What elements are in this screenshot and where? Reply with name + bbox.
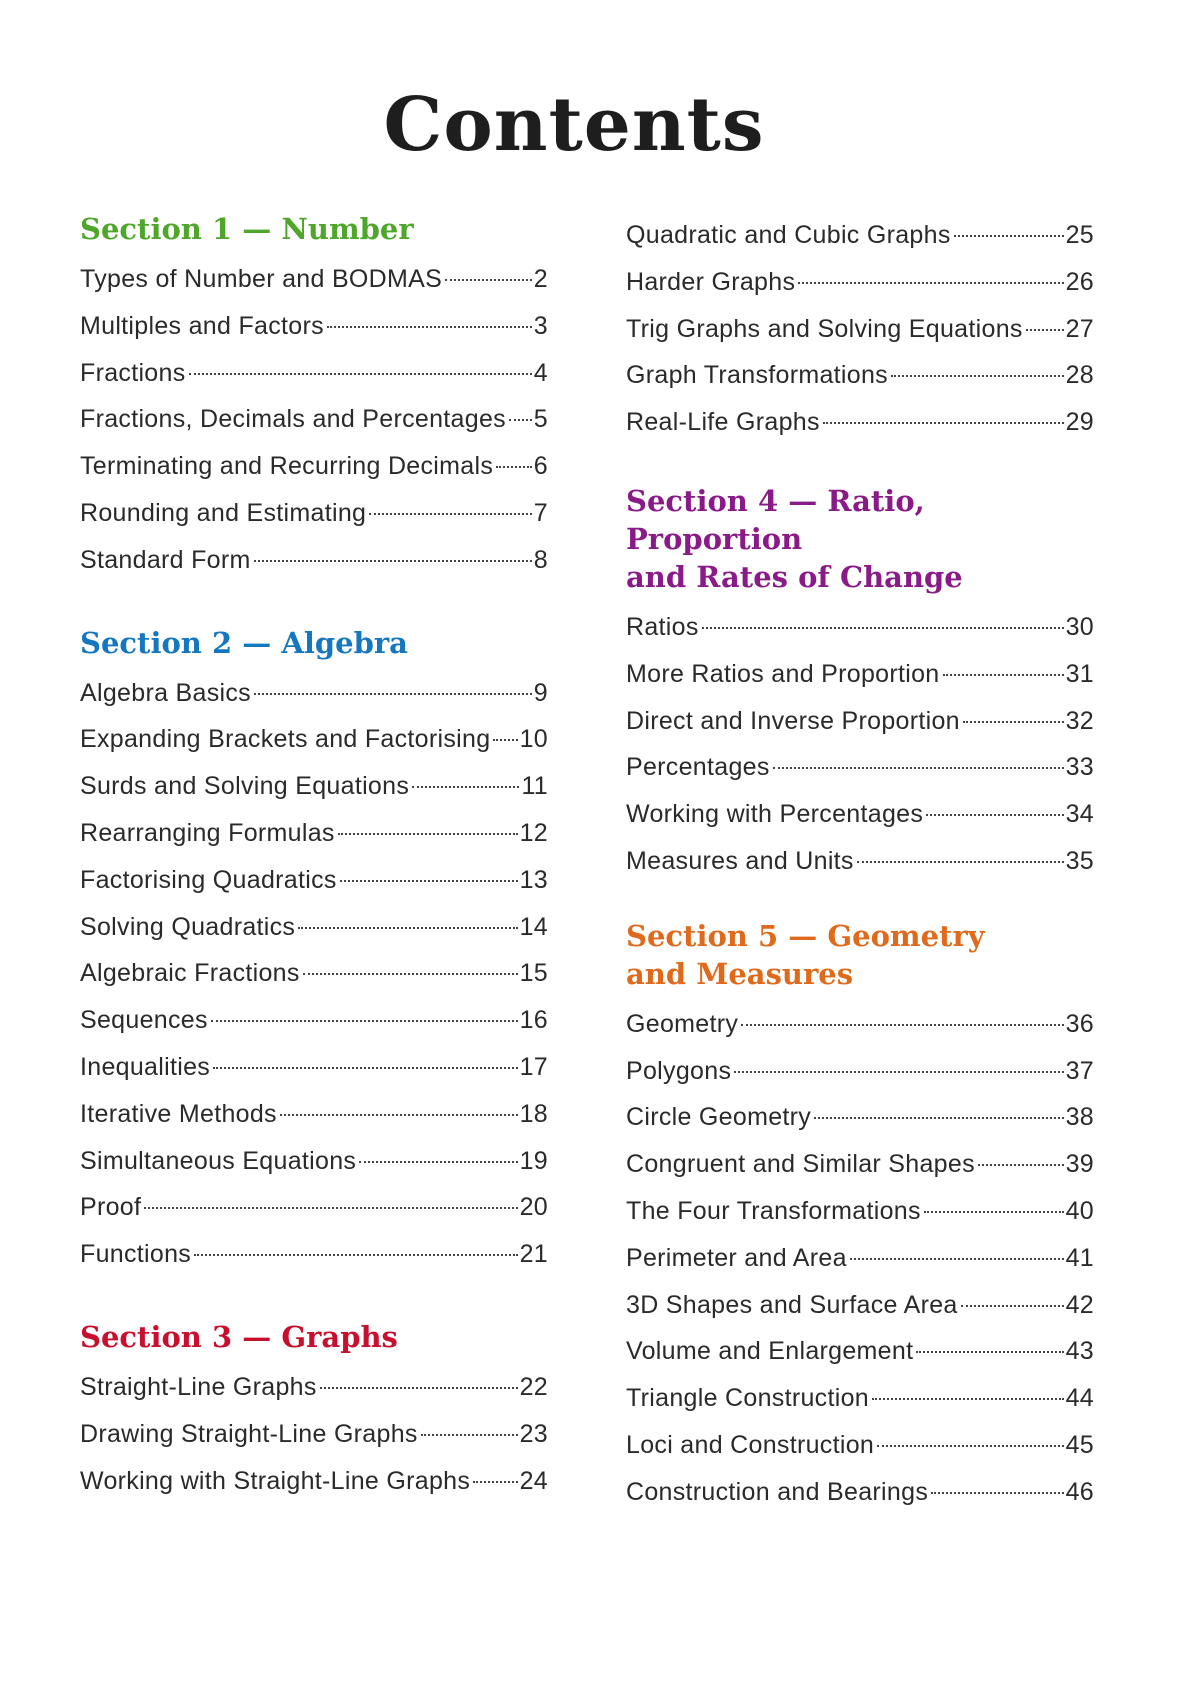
dot-leader [213,1067,518,1069]
toc-entry [626,1282,1094,1329]
entry-title: Iterative Methods [80,1099,277,1128]
entry-page-number: 19 [519,1146,548,1175]
entry-title: Algebraic Fractions [80,959,300,988]
entry-list [80,1364,548,1504]
entry-title: Standard Form [80,545,251,574]
dot-leader [303,973,518,975]
page-title: Contents [383,82,765,168]
dot-leader [445,279,532,281]
entry-title: More Ratios and Proportion [626,659,940,688]
toc-entry [80,256,548,303]
dot-leader [211,1020,518,1022]
entry-page-number: 27 [1065,314,1094,343]
dot-leader [814,1117,1063,1119]
entry-title: Triangle Construction [626,1384,869,1413]
entry-page-number: 17 [519,1052,548,1081]
toc-entry [626,399,1094,446]
dot-leader [734,1071,1063,1073]
dot-leader [916,1351,1063,1353]
entry-title: Drawing Straight-Line Graphs [80,1419,418,1448]
toc-entry [80,490,548,537]
section-ratio [626,482,1094,885]
toc-entry [80,1458,548,1505]
dot-leader [144,1207,517,1209]
toc-entry [80,670,548,717]
dot-leader [320,1387,518,1389]
entry-page-number: 37 [1065,1056,1094,1085]
section-heading-line: Section 4 — Ratio, Proportion [626,483,925,556]
toc-entry [626,838,1094,885]
entry-page-number: 12 [519,818,548,847]
dot-leader [850,1258,1064,1260]
toc-entry [80,1184,548,1231]
entry-page-number: 16 [519,1006,548,1035]
section-graphs [80,1318,548,1504]
entry-page-number: 9 [533,678,548,707]
dot-leader [340,880,518,882]
entry-title: Loci and Construction [626,1430,875,1459]
entry-title: Straight-Line Graphs [80,1372,317,1401]
section-geometry [626,917,1094,1516]
entry-title: Rounding and Estimating [80,498,367,527]
toc-entry [80,810,548,857]
entry-title: Ratios [626,612,699,641]
toc-entry [80,716,548,763]
section-heading [626,917,1094,993]
entry-page-number: 43 [1065,1337,1094,1366]
entry-title: Rearranging Formulas [80,818,335,847]
dot-leader [954,235,1064,237]
entry-page-number: 13 [519,865,548,894]
dot-leader [298,927,517,929]
toc-entry [626,1375,1094,1422]
entry-page-number: 28 [1065,361,1094,390]
toc-entry [80,950,548,997]
entry-title: Factorising Quadratics [80,865,337,894]
dot-leader [926,814,1063,816]
dot-leader [194,1254,517,1256]
toc-entry [626,604,1094,651]
entry-title: Inequalities [80,1052,211,1081]
entry-page-number: 31 [1065,659,1094,688]
dot-leader [327,326,532,328]
dot-leader [891,375,1064,377]
entry-page-number: 21 [519,1240,548,1269]
entry-title: Polygons [626,1056,732,1085]
dot-leader [254,693,532,695]
dot-leader [924,1211,1064,1213]
entry-list [626,1001,1094,1516]
toc-entry [80,443,548,490]
entry-page-number: 32 [1065,706,1094,735]
entry-list [626,212,1094,446]
entry-page-number: 36 [1065,1009,1094,1038]
entry-page-number: 29 [1065,408,1094,437]
entry-page-number: 10 [519,725,548,754]
section-heading: Section 3 — Graphs [80,1319,398,1354]
toc-entry [626,1141,1094,1188]
entry-title: Real-Life Graphs [626,408,820,437]
toc-entry [80,350,548,397]
entry-title: Trig Graphs and Solving Equations [626,314,1023,343]
entry-page-number: 18 [519,1099,548,1128]
entry-page-number: 30 [1065,612,1094,641]
toc-entry [626,698,1094,745]
dot-leader [798,282,1063,284]
dot-leader [254,560,532,562]
dot-leader [877,1445,1063,1447]
dot-leader [978,1164,1064,1166]
entry-title: Sequences [80,1006,208,1035]
entry-list [80,256,548,584]
entry-title: Construction and Bearings [626,1477,929,1506]
toc-entry [626,1469,1094,1516]
dot-leader [189,373,532,375]
toc-entry [626,1188,1094,1235]
section-algebra [80,624,548,1278]
toc-entry [80,997,548,1044]
dot-leader [702,627,1064,629]
entry-title: Expanding Brackets and Factorising [80,725,491,754]
entry-page-number: 11 [521,772,548,801]
entry-page-number: 5 [533,405,548,434]
toc-entry [626,651,1094,698]
dot-leader [963,721,1064,723]
dot-leader [931,1492,1063,1494]
entry-title: Volume and Enlargement [626,1337,914,1366]
dot-leader [493,739,517,741]
entry-title: Surds and Solving Equations [80,772,410,801]
entry-title: Perimeter and Area [626,1243,847,1272]
entry-page-number: 45 [1065,1430,1094,1459]
toc-entry [80,1044,548,1091]
entry-page-number: 44 [1065,1384,1094,1413]
entry-title: Terminating and Recurring Decimals [80,452,494,481]
toc-entry [626,1235,1094,1282]
toc-entry [80,763,548,810]
right-column [626,212,1094,1516]
toc-entry [626,352,1094,399]
entry-title: Measures and Units [626,846,854,875]
entry-page-number: 26 [1065,267,1094,296]
entry-title: Congruent and Similar Shapes [626,1150,975,1179]
entry-title: Quadratic and Cubic Graphs [626,221,951,249]
toc-entry [626,1001,1094,1048]
entry-title: 3D Shapes and Surface Area [626,1290,958,1319]
dot-leader [421,1434,518,1436]
entry-page-number: 41 [1065,1243,1094,1272]
toc-entry [626,259,1094,306]
dot-leader [412,786,519,788]
dot-leader [473,1481,517,1483]
entry-title: Circle Geometry [626,1103,812,1132]
entry-page-number: 34 [1065,800,1094,829]
toc-entry [626,1328,1094,1375]
dot-leader [1026,329,1064,331]
dot-leader [823,422,1064,424]
entry-title: Functions [80,1240,192,1269]
entry-title: Types of Number and BODMAS [80,265,443,293]
toc-entry [626,791,1094,838]
entry-title: The Four Transformations [626,1196,921,1225]
entry-page-number: 39 [1065,1150,1094,1179]
entry-title: Fractions [80,358,186,387]
toc-entry [626,744,1094,791]
entry-page-number: 7 [533,498,548,527]
dot-leader [509,419,532,421]
entry-title: Proof [80,1193,142,1222]
entry-page-number: 15 [519,959,548,988]
entry-page-number: 4 [533,358,548,387]
entry-page-number: 46 [1065,1477,1094,1506]
section-heading-line: and Rates of Change [626,559,963,594]
dot-leader [857,861,1064,863]
entry-page-number: 38 [1065,1103,1094,1132]
entry-title: Harder Graphs [626,267,796,296]
section-heading: Section 2 — Algebra [80,625,408,660]
toc-entry [626,1094,1094,1141]
entry-title: Working with Straight-Line Graphs [80,1466,471,1495]
left-column [80,210,548,1504]
entry-title: Working with Percentages [626,800,924,829]
toc-entry [80,303,548,350]
toc-entry [80,1231,548,1278]
toc-entry [626,1422,1094,1469]
toc-entry [80,1411,548,1458]
entry-page-number: 42 [1065,1290,1094,1319]
dot-leader [280,1114,518,1116]
dot-leader [943,674,1064,676]
toc-entry [626,212,1094,259]
entry-title: Geometry [626,1009,739,1038]
toc-entry [80,396,548,443]
entry-title: Direct and Inverse Proportion [626,706,960,735]
entry-page-number: 35 [1065,846,1094,875]
toc-entry [80,537,548,584]
toc-entry [626,1048,1094,1095]
entry-page-number: 25 [1065,221,1094,249]
entry-page-number: 3 [533,311,548,340]
toc-entry [80,857,548,904]
entry-page-number: 33 [1065,753,1094,782]
section-graphs-continued [626,212,1094,446]
section-heading: Section 1 — Number [80,212,414,246]
section-heading [626,482,1094,596]
entry-page-number: 22 [519,1372,548,1401]
entry-title: Fractions, Decimals and Percentages [80,405,506,434]
entry-page-number: 40 [1065,1196,1094,1225]
toc-entry [80,904,548,951]
dot-leader [369,513,532,515]
dot-leader [359,1161,517,1163]
entry-page-number: 6 [533,452,548,481]
section-heading-line: and Measures [626,956,854,991]
entry-page-number: 24 [519,1466,548,1495]
dot-leader [872,1398,1064,1400]
entry-page-number: 14 [519,912,548,941]
entry-title: Graph Transformations [626,361,888,390]
entry-title: Simultaneous Equations [80,1146,357,1175]
dot-leader [961,1305,1064,1307]
dot-leader [773,767,1064,769]
toc-entry [80,1364,548,1411]
section-number [80,210,548,584]
dot-leader [496,466,532,468]
entry-page-number: 2 [533,265,548,293]
section-heading-line: Section 5 — Geometry [626,918,985,953]
entry-title: Percentages [626,753,770,782]
toc-entry [80,1138,548,1185]
entry-title: Solving Quadratics [80,912,296,941]
dot-leader [338,833,518,835]
entry-page-number: 20 [519,1193,548,1222]
entry-list [80,670,548,1278]
dot-leader [741,1024,1063,1026]
entry-title: Algebra Basics [80,678,251,707]
entry-title: Multiples and Factors [80,311,324,340]
entry-page-number: 23 [519,1419,548,1448]
entry-page-number: 8 [533,545,548,574]
toc-entry [626,306,1094,353]
entry-list [626,604,1094,885]
toc-entry [80,1091,548,1138]
